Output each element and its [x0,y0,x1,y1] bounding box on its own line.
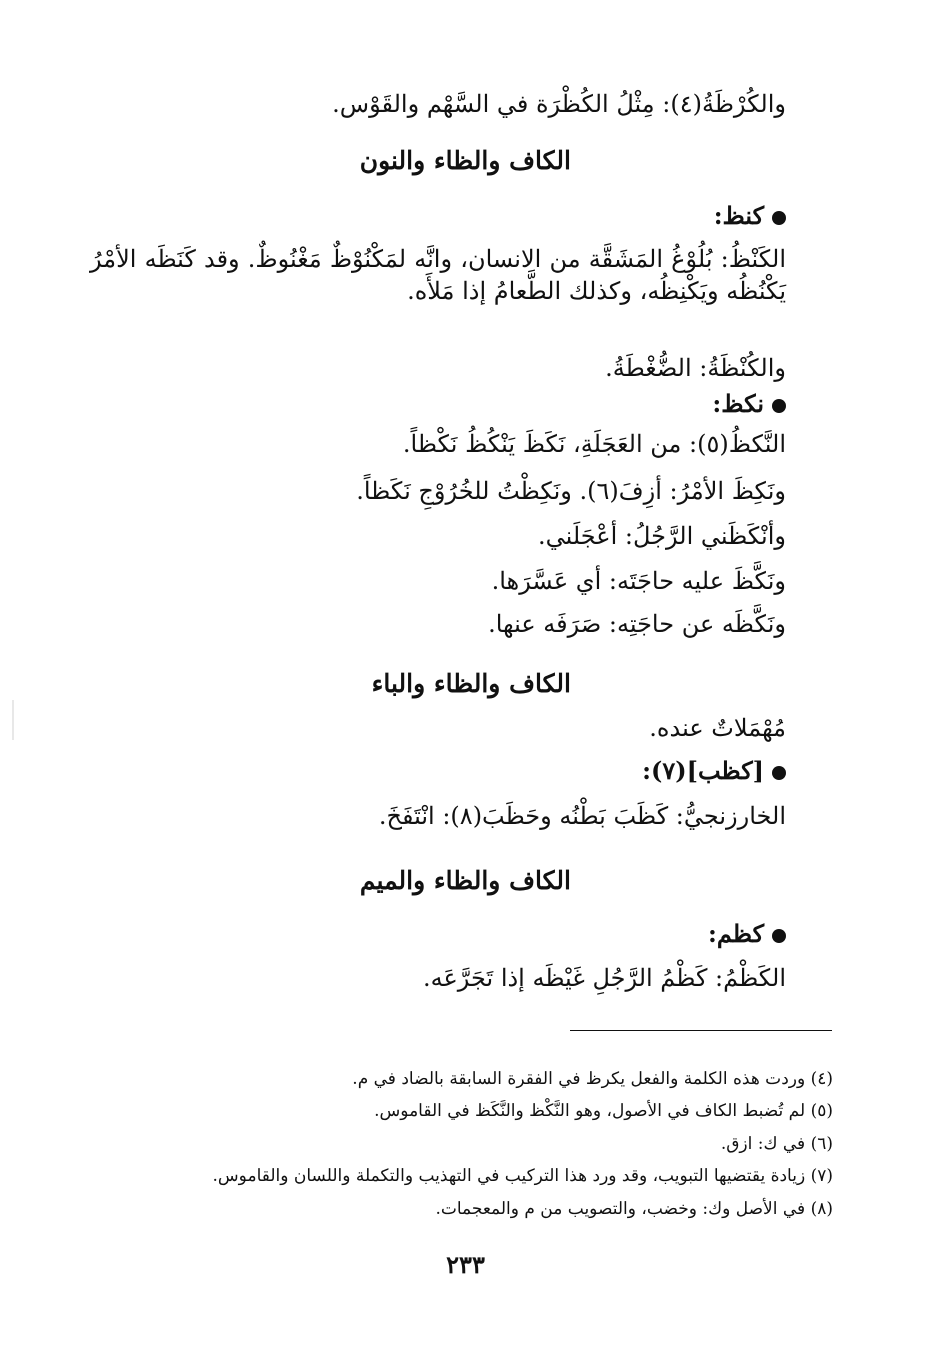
entry-label: كظم: [708,919,764,948]
page-number: ٢٣٣ [446,1250,485,1279]
entry-label: كنظ: [713,201,764,230]
entry-heading [642,755,786,787]
footnote-divider [570,1030,832,1031]
bullet-icon [772,766,786,780]
text-line: الكَظْمُ: كَظْمُ الرَّجُلِ غَيْظَه إذا تَجَرَّعَه. [422,964,786,992]
footnote: (٥) لم تُضبط الكاف في الأصول، وهو النَّكْظ والنَّكَظ في القاموس. [374,1101,833,1121]
entry-label: [كظب](٧): [642,756,764,785]
bullet-icon [772,929,786,943]
text-line: والكُنْظَةُ: الضُّغْطَةُ. [605,354,786,382]
footnote: (٤) وردت هذه الكلمة والفعل يكرظ في الفقرة السابقة بالضاد في م. [352,1069,833,1089]
text-line: والكُرْظَةُ(٤): مِثْلُ الكُظْرَة في السَّهْم والقَوْس. [332,90,786,118]
bullet-icon [772,399,786,413]
bullet-icon [772,211,786,225]
footnote: (٧) زيادة يقتضيها التبويب، وقد ورد هذا التركيب في التهذيب والتكملة واللسان والقاموس. [212,1166,833,1186]
text-line: النَّكظُ(٥): من العَجَلَةِ، نَكَظَ يَنْكُظُ نَكْظاً. [402,430,786,458]
text-line: ونَكِظَ الأمْرُ: أزِفَ(٦). ونَكِظْتُ للخُرُوْجِ نَكَظاً. [356,477,786,505]
section-heading: الكاف والظاء والنون [359,146,571,175]
section-heading: الكاف والظاء والميم [359,866,571,895]
entry-heading [714,200,786,232]
entry-label: نكظ: [712,389,764,418]
text-line: مُهْمَلاتٌ عنده. [649,714,786,742]
text-line: ونَكَّظَ عليه حاجَتَه: أي عَسَّرَها. [491,567,786,595]
text-line: ونَكَّظَه عن حاجَتِه: صَرَفَه عنها. [488,610,786,638]
text-line: الخارزنجيُّ: كَظَبَ بَطْنُه وحَظَبَ(٨): انْتَفَخَ. [378,802,786,830]
footnote: (٦) في ك: ازق. [720,1134,833,1154]
text-line: وأنْكَظَني الرَّجُلُ: أعْجَلَني. [537,522,786,550]
section-heading: الكاف والظاء والباء [371,669,571,698]
footnote: (٨) في الأصل وك: وخضب، والتصويب من م والمعجمات. [435,1199,833,1219]
text-paragraph: الكَنْظُ: بُلُوْغُ المَشَقَّة من الانسان، وانَّه لمَكْنُوْظٌ مَغْنُوظٌ. وقد كَنَظَه الأمْرُ يَكْنُظُه ويَكْنِظُه، وكذلك الطَّعامُ إذا مَلأَه. [90,245,786,305]
entry-heading [712,388,786,420]
scan-mark [12,700,14,740]
entry-heading [708,918,786,950]
